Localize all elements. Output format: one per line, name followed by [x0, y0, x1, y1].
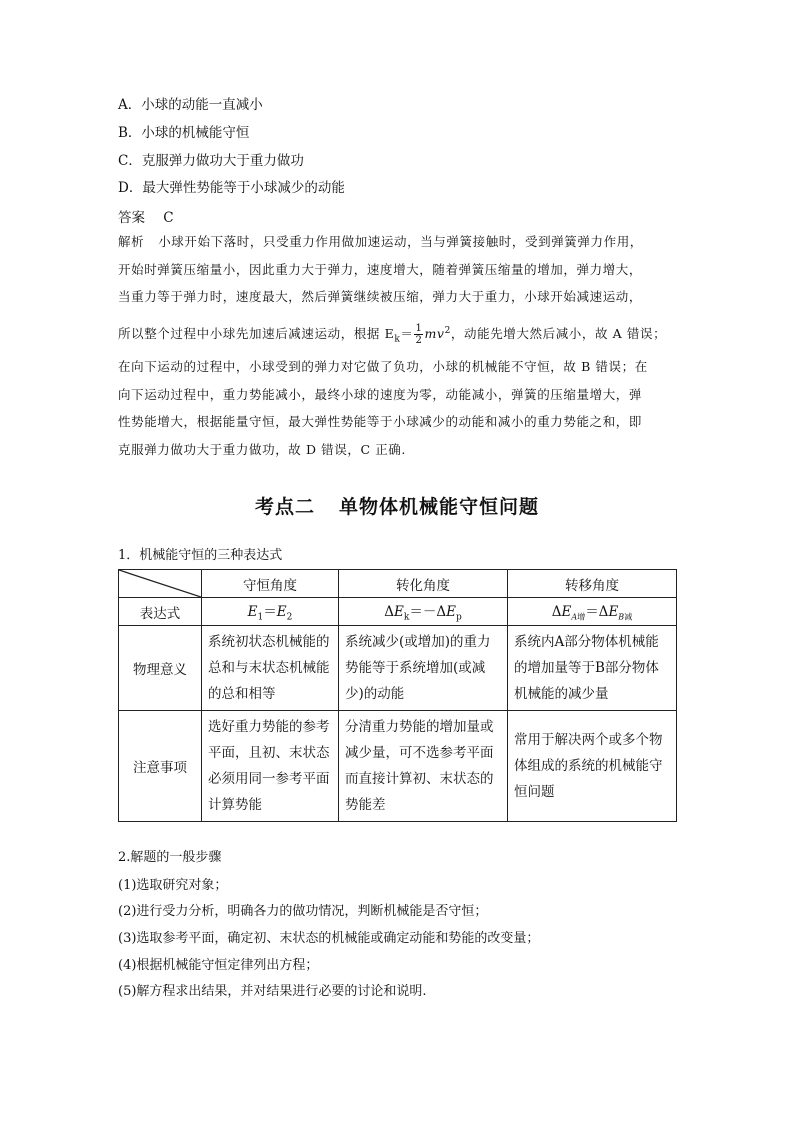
step-item: (2)进行受力分析，明确各力的做功情况，判断机械能是否守恒； — [118, 904, 488, 919]
corner-cell — [119, 570, 202, 598]
cell-notes-conservation: 选好重力势能的参考平面，且初、末状态必须用同一参考平面计算势能 — [202, 711, 339, 822]
expression-table — [118, 569, 677, 822]
analysis-line-1 — [118, 233, 678, 251]
table-header-row — [119, 570, 677, 598]
answer-value: C — [163, 210, 174, 226]
step-item: (4)根据机械能守恒定律列出方程； — [118, 958, 319, 973]
fraction-denominator: 2 — [415, 335, 423, 347]
analysis-line-7: 性势能增大，根据能量守恒，最大弹性势能等于小球减少的动能和减小的重力势能之和，即 — [118, 414, 643, 429]
section-name: 单物体机械能守恒问题 — [339, 496, 540, 518]
table-heading: 1．机械能守恒的三种表达式 — [118, 548, 283, 563]
option-c: C．克服弹力做功大于重力做功 — [118, 153, 304, 169]
row-label-expression: 表达式 — [119, 598, 202, 626]
fraction-one-half — [414, 323, 423, 346]
analysis-line-3: 当重力等于弹力时，速度最大，然后弹簧继续被压缩，弹力大于重力，小球开始减速运动， — [118, 289, 643, 304]
analysis-label: 解析 — [118, 234, 145, 249]
formula-transfer: $\Delta E_{A增}=\Delta E_{B减}$ — [508, 598, 677, 626]
header-conservation-view: 守恒角度 — [202, 570, 339, 598]
step-item: (1)选取研究对象； — [118, 878, 228, 893]
row-label-notes: 注意事项 — [119, 711, 202, 822]
option-d: D．最大弹性势能等于小球减少的动能 — [118, 180, 345, 196]
formula-conversion: $\Delta E_k=-\Delta E_p$ — [339, 598, 508, 626]
subscript-k: k — [394, 334, 401, 345]
cell-meaning-transfer: 系统内A部分物体机械能的增加量等于B部分物体机械能的减少量 — [508, 626, 677, 711]
answer-line — [118, 206, 174, 226]
header-conversion-view: 转化角度 — [339, 570, 508, 598]
equals-sign: ＝ — [400, 326, 414, 342]
table-row — [119, 711, 677, 822]
analysis-text: ，动能先增大然后减小，故 A 错误； — [450, 326, 667, 342]
superscript-2: 2 — [444, 326, 451, 336]
step-item: (3)选取参考平面，确定初、末状态的机械能或确定动能和势能的改变量； — [118, 931, 540, 946]
answer-label: 答案 — [118, 210, 145, 226]
analysis-text: 所以整个过程中小球先加速后减速运动，根据 E — [118, 326, 395, 342]
option-b: B．小球的机械能守恒 — [118, 125, 250, 141]
analysis-line-2: 开始时弹簧压缩量小，因此重力大于弹力，速度增大，随着弹簧压缩量的增加，弹力增大， — [118, 262, 643, 277]
cell-notes-conversion: 分清重力势能的增加量或减少量，可不选参考平面而直接计算初、末状态的势能差 — [339, 711, 508, 822]
formula-mv: mv — [424, 326, 445, 342]
cell-notes-transfer: 常用于解决两个或多个物体组成的系统的机械能守恒问题 — [508, 711, 677, 822]
table-row — [119, 626, 677, 711]
analysis-line-8: 克服弹力做功大于重力做功，故 D 错误，C 正确. — [118, 442, 406, 457]
analysis-line-5: 在向下运动的过程中，小球受到的弹力对它做了负功，小球的机械能不守恒，故 B 错误；在 — [118, 359, 648, 374]
analysis-line-6: 向下运动过程中，重力势能减小，最终小球的速度为零，动能减小，弹簧的压缩量增大，弹 — [118, 387, 643, 402]
cell-meaning-conversion: 系统减少(或增加)的重力势能等于系统增加(或减少)的动能 — [339, 626, 508, 711]
steps-heading: 2.解题的一般步骤 — [118, 850, 222, 865]
row-label-meaning: 物理意义 — [119, 626, 202, 711]
analysis-line-4 — [118, 318, 678, 353]
header-transfer-view: 转移角度 — [508, 570, 677, 598]
step-item: (5)解方程求出结果，并对结果进行必要的讨论和说明. — [118, 984, 427, 999]
analysis-text: 小球开始下落时，只受重力作用做加速运动，当与弹簧接触时，受到弹簧弹力作用， — [158, 234, 643, 249]
section-number: 考点二 — [254, 496, 315, 518]
section-title — [0, 492, 794, 519]
formula-conservation: $E_1=E_2$ — [202, 598, 339, 626]
option-a: A．小球的动能一直减小 — [118, 97, 263, 113]
table-row — [119, 598, 677, 626]
fraction-numerator: 1 — [415, 323, 423, 335]
cell-meaning-conservation: 系统初状态机械能的总和与末状态机械能的总和相等 — [202, 626, 339, 711]
diagonal-line — [119, 570, 201, 597]
